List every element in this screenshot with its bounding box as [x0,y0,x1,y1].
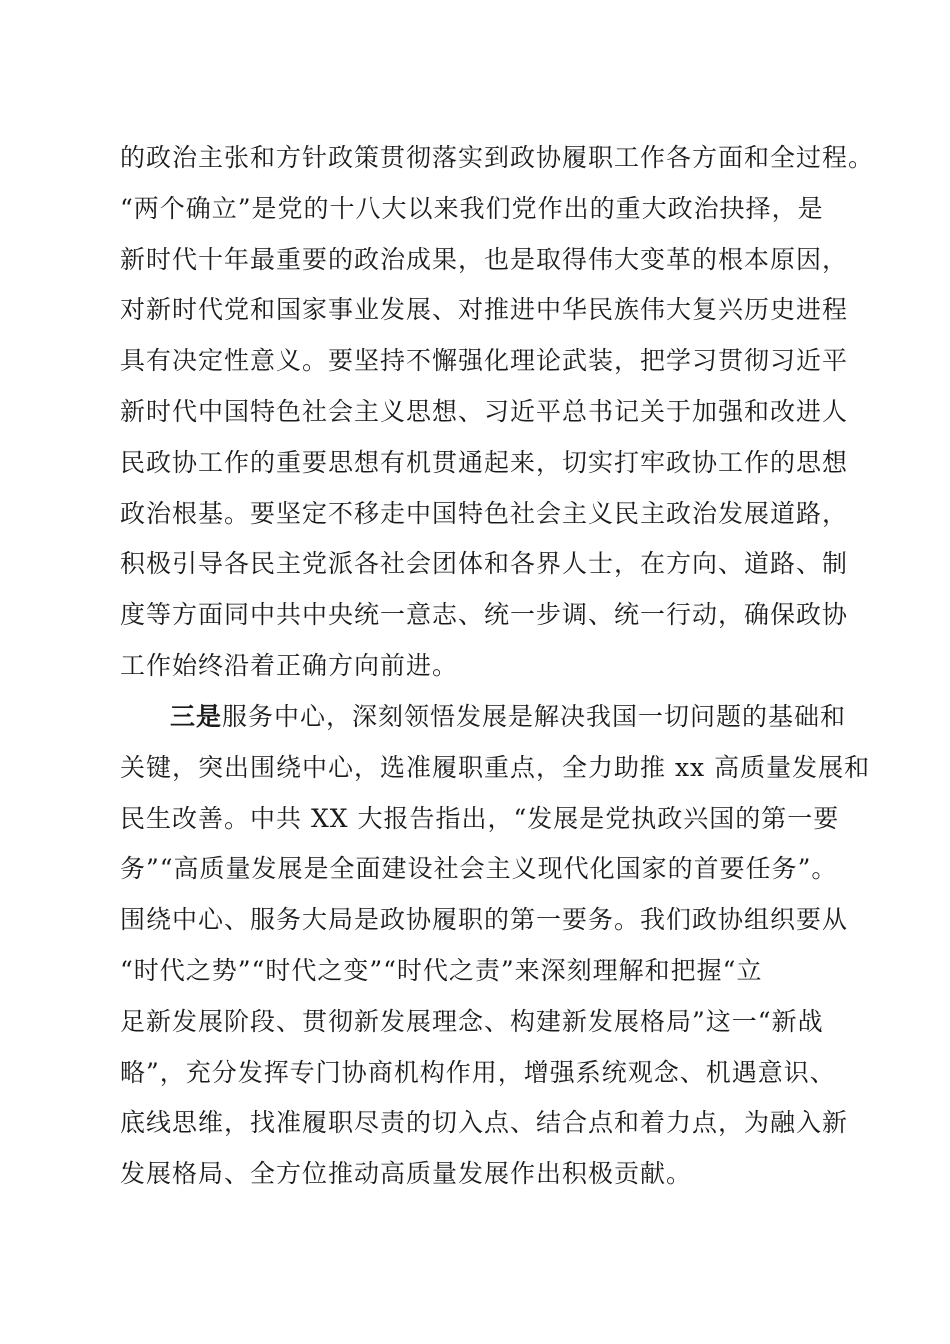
paragraph-line: 新时代中国特色社会主义思想、习近平总书记关于加强和改进人 [120,396,849,426]
paragraph-line: 民生改善。中共 XX 大报告指出，“发展是党执政兴国的第一要 [120,803,840,833]
paragraph-line: 对新时代党和国家事业发展、对推进中华民族伟大复兴历史进程 [120,295,849,325]
paragraph-line: 民政协工作的重要思想有机贯通起来，切实打牢政协工作的思想 [120,447,849,477]
paragraph-line: 度等方面同中共中央统一意志、统一步调、统一行动，确保政协 [120,600,849,630]
paragraph-line: 务”“高质量发展是全面建设社会主义现代化国家的首要任务”。 [120,854,838,884]
paragraph-line: “两个确立”是党的十八大以来我们党作出的重大政治抉择，是 [120,193,824,223]
paragraph-line: 积极引导各民主党派各社会团体和各界人士，在方向、道路、制 [120,549,849,579]
paragraph-line: 新时代十年最重要的政治成果，也是取得伟大变革的根本原因， [120,244,849,274]
paragraph-1 [120,133,875,692]
lead-heading: 三是 [170,702,223,731]
paragraph-line: 政治根基。要坚定不移走中国特色社会主义民主政治发展道路， [120,498,849,528]
paragraph-line: 底线思维，找准履职尽责的切入点、结合点和着力点，为融入新 [120,1108,849,1138]
paragraph-line: 具有决定性意义。要坚持不懈强化理论武装，把学习贯彻习近平 [120,346,849,376]
paragraph-first-line [120,692,847,743]
paragraph-line: 略”，充分发挥专门协商机构作用，增强系统观念、机遇意识、 [120,1057,836,1087]
paragraph-line-text: 服务中心，深刻领悟发展是解决我国一切问题的基础和 [222,702,847,731]
paragraph-line: 关键，突出围绕中心，选准履职重点，全力助推 xx 高质量发展和 [120,752,871,782]
paragraph-line: “时代之势”“时代之变”“时代之责”来深刻理解和把握“立 [120,955,763,985]
paragraph-line: 足新发展阶段、贯彻新发展理念、构建新发展格局”这一“新战 [120,1006,824,1036]
paragraph-2 [120,692,871,1200]
paragraph-line: 围绕中心、服务大局是政协履职的第一要务。我们政协组织要从 [120,905,849,935]
paragraph-line: 工作始终沿着正确方向前进。 [120,650,459,680]
paragraph-line: 的政治主张和方针政策贯彻落实到政协履职工作各方面和全过程。 [120,143,875,172]
paragraph-line: 发展格局、全方位推动高质量发展作出积极贡献。 [120,1159,693,1189]
